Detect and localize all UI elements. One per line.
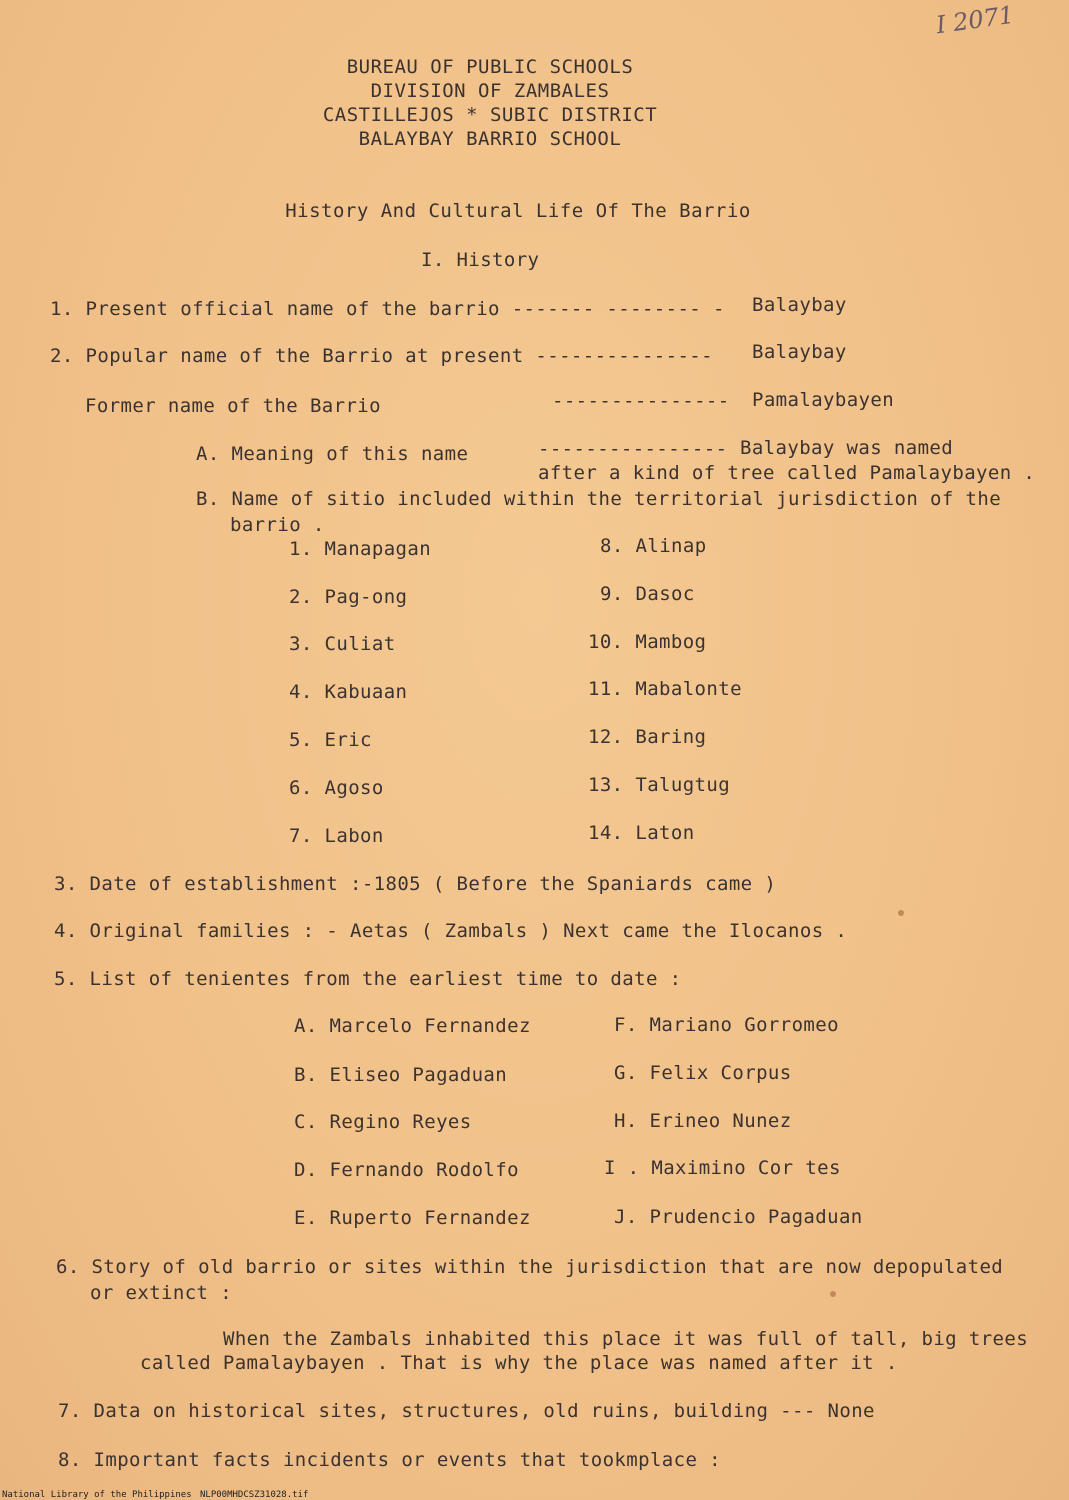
header-district: CASTILLEJOS * SUBIC DISTRICT [322,104,658,126]
old-barrio-story-1: When the Zambals inhabited this place it was full of tall, big trees [223,1328,1029,1350]
stain-spot [898,910,904,916]
teniente-item: E. Ruperto Fernandez [294,1207,531,1229]
former-name-dashes: --------------- [552,390,730,412]
teniente-item: F. Mariano Gorromeo [614,1014,839,1036]
stain-spot [830,1291,836,1297]
old-barrio-question-2: or extinct : [90,1282,233,1304]
important-facts: 8. Important facts incidents or events that tookmplace : [58,1449,721,1471]
sitio-item: 4. Kabuaan [289,681,408,703]
sitio-item: 13. Talugtug [588,774,731,796]
teniente-item: B. Eliseo Pagaduan [294,1064,508,1086]
meaning-label: A. Meaning of this name [196,443,469,465]
sitio-item: 14. Laton [588,822,695,844]
teniente-item: H. Erineo Nunez [614,1110,792,1132]
teniente-item: A. Marcelo Fernandez [294,1015,531,1037]
sitio-item: 7. Labon [289,825,384,847]
establishment-date: 3. Date of establishment :-1805 ( Before the Spaniards came ) [54,873,777,895]
sitio-item: 8. Alinap [600,535,707,557]
tenientes-heading: 5. List of tenientes from the earliest time to date : [54,968,682,990]
teniente-item: C. Regino Reyes [294,1111,472,1133]
sitio-item: 1. Manapagan [289,538,432,560]
q2-label: 2. Popular name of the Barrio at present --------------- [50,345,713,367]
q1-label: 1. Present official name of the barrio ------- -------- - [50,298,725,320]
sitio-heading-1: B. Name of sitio included within the territorial jurisdiction of the [196,488,1002,510]
historical-sites: 7. Data on historical sites, structures, old ruins, building --- None [58,1400,875,1422]
header-division: DIVISION OF ZAMBALES [370,80,610,102]
section-heading: I. History [421,249,540,271]
header-school: BALAYBAY BARRIO SCHOOL [358,128,622,150]
sitio-item: 3. Culiat [289,633,396,655]
sitio-item: 9. Dasoc [600,583,695,605]
meaning-text-1: Balaybay was named [740,437,954,459]
former-name-value: Pamalaybayen [752,389,895,411]
old-barrio-story-2: called Pamalaybayen . That is why the place was named after it . [140,1352,898,1374]
document-title: History And Cultural Life Of The Barrio [285,200,751,222]
header-bureau: BUREAU OF PUBLIC SCHOOLS [346,56,634,78]
sitio-item: 6. Agoso [289,777,384,799]
footer-library: National Library of the Philippines [2,1490,192,1500]
q2-value: Balaybay [752,341,847,363]
archive-annotation: I 2071 [934,0,1016,40]
sitio-item: 2. Pag-ong [289,586,408,608]
original-families: 4. Original families : - Aetas ( Zambals ) Next came the Ilocanos . [54,920,848,942]
meaning-text-2: after a kind of tree called Pamalaybayen . [538,462,1036,484]
sitio-heading-2: barrio . [230,514,325,536]
meaning-dashes: ---------------- [538,438,728,460]
sitio-item: 10. Mambog [588,631,707,653]
teniente-item: J. Prudencio Pagaduan [614,1206,863,1228]
teniente-item: G. Felix Corpus [614,1062,792,1084]
sitio-item: 11. Mabalonte [588,678,742,700]
sitio-item: 12. Baring [588,726,707,748]
sitio-item: 5. Eric [289,729,372,751]
teniente-item: D. Fernando Rodolfo [294,1159,519,1181]
footer-filename: NLP00MHDCSZ31028.tif [200,1490,309,1500]
old-barrio-question-1: 6. Story of old barrio or sites within the jurisdiction that are now depopulated [56,1256,1004,1278]
teniente-item: I . Maximino Cor tes [604,1157,841,1179]
former-name-label: Former name of the Barrio [85,395,381,417]
q1-value: Balaybay [752,294,847,316]
